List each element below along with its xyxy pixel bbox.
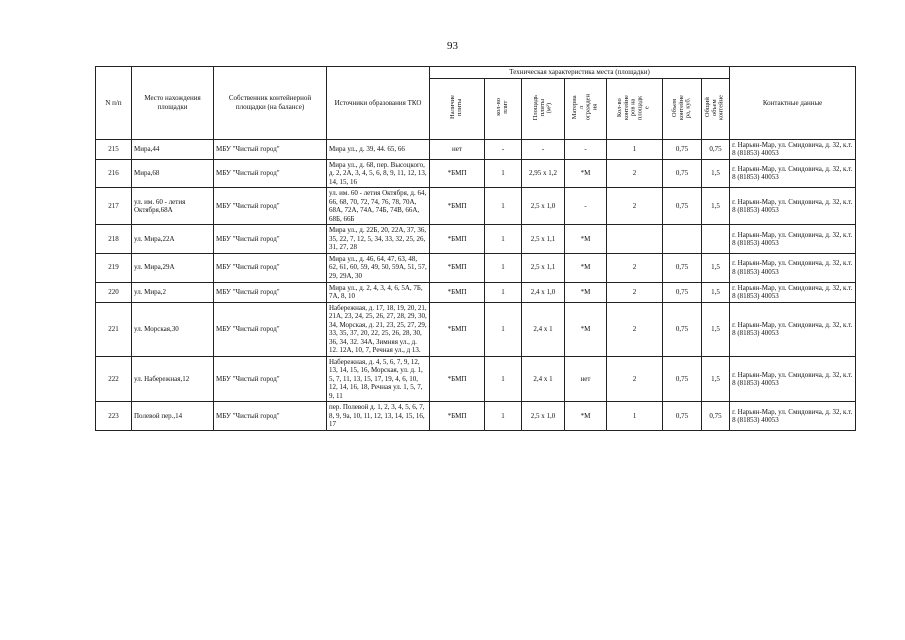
cell-sources: Мира ул., д. 46, 64, 47, 63, 48, 62, 61, 60, 59, 49, 50, 59А, 51, 57, 29, 29А, 30 xyxy=(327,253,430,282)
cell-total: 0,75 xyxy=(702,402,730,431)
cell-plate: *БМП xyxy=(430,402,485,431)
cell-containers: 2 xyxy=(607,282,663,302)
cell-plate-count: 1 xyxy=(485,188,522,225)
cell-num: 216 xyxy=(96,159,132,188)
cell-owner: МБУ "Чистый город" xyxy=(214,253,327,282)
cell-volume: 0,75 xyxy=(663,159,702,188)
cell-sources: ул. им. 60 - летия Октября, д. 64, 66, 68, 70, 72, 74, 76, 78, 70А, 68А, 72А, 74А, 74Б, 74В, 66А, 68Б, 66Б xyxy=(327,188,430,225)
cell-volume: 0,75 xyxy=(663,356,702,402)
cell-total: 1,5 xyxy=(702,356,730,402)
cell-area: 2,95 х 1,2 xyxy=(522,159,565,188)
cell-total: 0,75 xyxy=(702,139,730,159)
cell-location: Мира,68 xyxy=(132,159,214,188)
cell-volume: 0,75 xyxy=(663,402,702,431)
cell-total xyxy=(702,225,730,254)
cell-containers: 1 xyxy=(607,402,663,431)
cell-fence: нет xyxy=(565,356,607,402)
cell-plate: *БМП xyxy=(430,188,485,225)
cell-location: Полевой пер.,14 xyxy=(132,402,214,431)
cell-fence: - xyxy=(565,188,607,225)
cell-fence: *М xyxy=(565,253,607,282)
cell-sources: Набережная, д. 4, 5, 6, 7, 9, 12, 13, 14, 15, 16, Морская, ул. д. 1, 5, 7, 11, 13, 15, 17, 19, 4, 6, 10, 12, 14, 16, 18, Речная ул. 1, 5, 7, 9, 11 xyxy=(327,356,430,402)
cell-containers: 1 xyxy=(607,139,663,159)
col-header-containers: Кол-во контейне ров на площадк е xyxy=(607,78,663,139)
cell-owner: МБУ "Чистый город" xyxy=(214,225,327,254)
col-header-sources: Источники образования ТКО xyxy=(327,67,430,140)
cell-plate-count: 1 xyxy=(485,159,522,188)
cell-owner: МБУ "Чистый город" xyxy=(214,159,327,188)
cell-plate: *БМП xyxy=(430,356,485,402)
cell-plate: *БМП xyxy=(430,159,485,188)
table-row xyxy=(96,356,856,402)
cell-total: 1,5 xyxy=(702,282,730,302)
cell-location: ул. Набережная,12 xyxy=(132,356,214,402)
cell-contacts: г. Нарьян-Мар, ул. Смидовича, д. 32, к.т. 8 (81853) 40053 xyxy=(730,282,856,302)
cell-containers: 2 xyxy=(607,188,663,225)
cell-owner: МБУ "Чистый город" xyxy=(214,402,327,431)
cell-owner: МБУ "Чистый город" xyxy=(214,282,327,302)
col-header-plate: Наличие плиты xyxy=(430,78,485,139)
cell-area: 2,4 х 1 xyxy=(522,302,565,356)
col-header-tech: Техническая характеристика места (площадки) xyxy=(430,67,730,79)
cell-sources: Мира ул., д. 68, пер. Высоцкого, д. 2, 2А, 3, 4, 5, 6, 8, 9, 11, 12, 13, 14, 15, 16 xyxy=(327,159,430,188)
cell-volume: 0,75 xyxy=(663,139,702,159)
cell-plate-count: 1 xyxy=(485,253,522,282)
cell-location: ул. Мира,2 xyxy=(132,282,214,302)
cell-owner: МБУ "Чистый город" xyxy=(214,139,327,159)
cell-plate: нет xyxy=(430,139,485,159)
col-header-fence: Материа л огражден ия xyxy=(565,78,607,139)
cell-location: Мира,44 xyxy=(132,139,214,159)
cell-fence: *М xyxy=(565,302,607,356)
cell-fence: *М xyxy=(565,159,607,188)
col-header-location: Место нахождения площадки xyxy=(132,67,214,140)
table-row xyxy=(96,253,856,282)
cell-area: 2,5 х 1,0 xyxy=(522,188,565,225)
cell-area: 2,4 х 1,0 xyxy=(522,282,565,302)
cell-plate-count: 1 xyxy=(485,302,522,356)
cell-total: 1,5 xyxy=(702,302,730,356)
col-header-area: Площадь плиты (м²) xyxy=(522,78,565,139)
cell-sources: Мира ул., д. 39, 44. 65, 66 xyxy=(327,139,430,159)
cell-num: 217 xyxy=(96,188,132,225)
cell-containers xyxy=(607,225,663,254)
cell-sources: Мира ул., д. 2, 4, 3, 4, 6, 5А, 7Б, 7А, 8, 10 xyxy=(327,282,430,302)
header-row xyxy=(96,67,856,79)
container-sites-table xyxy=(95,66,856,431)
cell-volume: 0,75 xyxy=(663,282,702,302)
cell-total: 1,5 xyxy=(702,188,730,225)
cell-plate-count: 1 xyxy=(485,225,522,254)
cell-plate: *БМП xyxy=(430,225,485,254)
cell-location: ул. Мира,29А xyxy=(132,253,214,282)
cell-fence: *М xyxy=(565,402,607,431)
cell-volume: 0,75 xyxy=(663,188,702,225)
cell-location: ул. Морская,30 xyxy=(132,302,214,356)
cell-volume: 0,75 xyxy=(663,302,702,356)
table-row xyxy=(96,159,856,188)
cell-contacts: г. Нарьян-Мар, ул. Смидовича, д. 32, к.т. 8 (81853) 40053 xyxy=(730,225,856,254)
cell-owner: МБУ "Чистый город" xyxy=(214,188,327,225)
cell-location: ул. Мира,22А xyxy=(132,225,214,254)
cell-contacts: г. Нарьян-Мар, ул. Смидовича, д. 32, к.т. 8 (81853) 40053 xyxy=(730,253,856,282)
cell-sources: пер. Полевой д. 1, 2, 3, 4, 5, 6, 7, 8, 9, 9а, 10, 11, 12, 13, 14, 15, 16, 17 xyxy=(327,402,430,431)
cell-total: 1,5 xyxy=(702,159,730,188)
table-row xyxy=(96,282,856,302)
table-row xyxy=(96,402,856,431)
cell-contacts: г. Нарьян-Мар, ул. Смидовича, д. 32, к.т. 8 (81853) 40053 xyxy=(730,402,856,431)
table-row xyxy=(96,302,856,356)
table-row xyxy=(96,188,856,225)
cell-plate-count: 1 xyxy=(485,282,522,302)
cell-area: 2,5 х 1,1 xyxy=(522,225,565,254)
cell-plate: *БМП xyxy=(430,253,485,282)
cell-num: 221 xyxy=(96,302,132,356)
cell-plate: *БМП xyxy=(430,282,485,302)
cell-plate-count: 1 xyxy=(485,356,522,402)
col-header-contacts: Контактные данные xyxy=(730,67,856,140)
col-header-plate-count: кол-во плит xyxy=(485,78,522,139)
cell-fence: *М xyxy=(565,225,607,254)
cell-num: 219 xyxy=(96,253,132,282)
cell-contacts: г. Нарьян-Мар, ул. Смидовича, д. 32, к.т. 8 (81853) 40053 xyxy=(730,188,856,225)
cell-location: ул. им. 60 - летия Октября,68А xyxy=(132,188,214,225)
cell-area: 2,4 х 1 xyxy=(522,356,565,402)
cell-num: 218 xyxy=(96,225,132,254)
cell-plate: *БМП xyxy=(430,302,485,356)
page-number: 93 xyxy=(447,40,458,52)
cell-containers: 2 xyxy=(607,356,663,402)
cell-owner: МБУ "Чистый город" xyxy=(214,356,327,402)
cell-contacts: г. Нарьян-Мар, ул. Смидовича, д. 32, к.т. 8 (81853) 40053 xyxy=(730,159,856,188)
cell-containers: 2 xyxy=(607,159,663,188)
cell-plate-count: 1 xyxy=(485,402,522,431)
cell-sources: Мира ул., д. 22Б, 20, 22А, 37, 36, 35, 22, 7, 12, 5, 34, 33, 32, 25, 26, 31, 27, 28 xyxy=(327,225,430,254)
cell-area: 2,5 х 1,0 xyxy=(522,402,565,431)
cell-num: 222 xyxy=(96,356,132,402)
cell-volume xyxy=(663,225,702,254)
col-header-num: N п/п xyxy=(96,67,132,140)
cell-containers: 2 xyxy=(607,302,663,356)
cell-sources: Набережная, д. 17, 18, 19, 20, 21, 21А, 23, 24, 25, 26, 27, 28, 29, 30, 34, Морская, д. 21, 23, 25, 27, 29, 33, 35, 37, 20, 22, 25, 26, 28, 30, 36, 34, 32. 34А, Зимняя ул., д. 12. 12А, 10, 7, Речная ул., д 13. xyxy=(327,302,430,356)
cell-owner: МБУ "Чистый город" xyxy=(214,302,327,356)
cell-containers: 2 xyxy=(607,253,663,282)
table-row xyxy=(96,139,856,159)
cell-contacts: г. Нарьян-Мар, ул. Смидовича, д. 32, к.т. 8 (81853) 40053 xyxy=(730,302,856,356)
cell-num: 223 xyxy=(96,402,132,431)
cell-num: 215 xyxy=(96,139,132,159)
cell-area: - xyxy=(522,139,565,159)
col-header-total: Общий объем контейне xyxy=(702,78,730,139)
cell-volume: 0,75 xyxy=(663,253,702,282)
cell-contacts: г. Нарьян-Мар, ул. Смидовича, д. 32, к.т. 8 (81853) 40053 xyxy=(730,139,856,159)
cell-fence: *М xyxy=(565,282,607,302)
cell-num: 220 xyxy=(96,282,132,302)
cell-total: 1,5 xyxy=(702,253,730,282)
cell-fence: - xyxy=(565,139,607,159)
cell-contacts: г. Нарьян-Мар, ул. Смидовича, д. 32, к.т. 8 (81853) 40053 xyxy=(730,356,856,402)
col-header-volume: Объем контейне ра, куб. xyxy=(663,78,702,139)
table-row xyxy=(96,225,856,254)
cell-plate-count: - xyxy=(485,139,522,159)
col-header-owner: Собственник контейнерной площадки (на балансе) xyxy=(214,67,327,140)
cell-area: 2,5 х 1,1 xyxy=(522,253,565,282)
